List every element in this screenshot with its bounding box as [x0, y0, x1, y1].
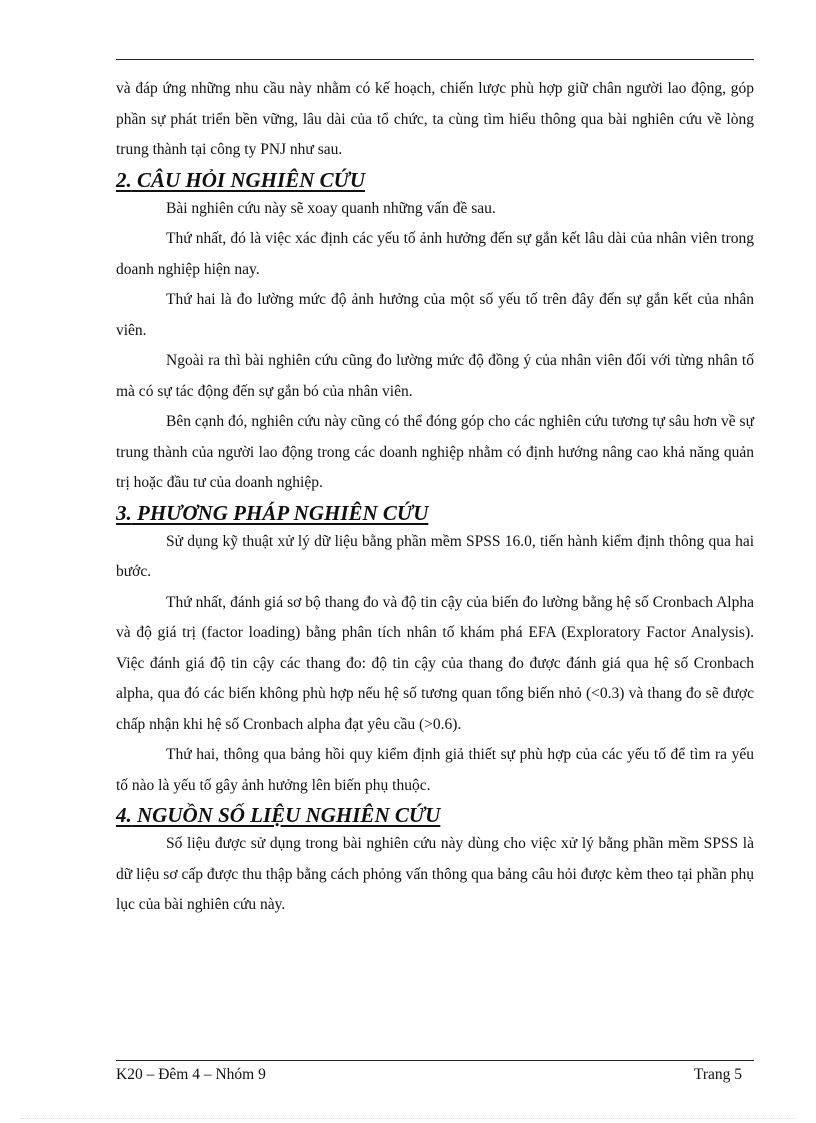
- paragraph: Sử dụng kỹ thuật xử lý dữ liệu bằng phần mềm SPSS 16.0, tiến hành kiểm định thông qua hai bước.: [116, 532, 754, 580]
- paragraph: Thứ nhất, đánh giá sơ bộ thang đo và độ tin cậy của biến đo lường bằng hệ số Cronbach Alpha và độ giá trị (factor loading) bằng phân tích nhân tố khám phá EFA (Exploratory Factor Analysis). Việc đánh giá độ tin cậy các thang đo: độ tin cậy của thang đo được đánh giá qua hệ số Cronbach alpha, qua đó các biến không phù hợp nếu hệ số tương quan tổng biến nhỏ (<0.3) và thang đo sẽ được chấp nhận khi hệ số Cronbach alpha đạt yêu cầu (>0.6).: [116, 593, 754, 733]
- section-title: PHƯƠNG PHÁP NGHIÊN CỨU: [137, 500, 429, 525]
- footer-rule: [116, 1060, 754, 1061]
- paragraph: Thứ hai là đo lường mức độ ảnh hưởng của một số yếu tố trên đây đến sự gắn kết của nhân viên.: [116, 291, 754, 339]
- intro-paragraph: và đáp ứng những nhu cầu này nhằm có kế hoạch, chiến lược phù hợp giữ chân người lao động, góp phần sự phát triển bền vững, lâu dài của tổ chức, ta cùng tìm hiểu thông qua bài nghiên cứu về lòng trung thành tại công ty PNJ như sau.: [116, 80, 754, 158]
- paragraph: Bài nghiên cứu này sẽ xoay quanh những vấn đề sau.: [166, 199, 496, 217]
- section-4-heading: [116, 801, 754, 829]
- section-number: 2.: [116, 167, 132, 192]
- page-footer: [116, 1066, 742, 1084]
- page-edge-divider: [20, 1118, 796, 1119]
- page-number: Trang 5: [693, 1066, 742, 1083]
- section-title: CÂU HỎI NGHIÊN CỨU: [137, 167, 366, 192]
- paragraph: Bên cạnh đó, nghiên cứu này cũng có thể đóng góp cho các nghiên cứu tương tự sâu hơn về sự trung thành của người lao động trong các doanh nghiệp nhằm có định hướng nâng cao khả năng quản trị hoặc đầu tư của doanh nghiệp.: [116, 413, 754, 491]
- page-content: [116, 74, 754, 921]
- paragraph: Thứ nhất, đó là việc xác định các yếu tố ảnh hưởng đến sự gắn kết lâu dài của nhân viên trong doanh nghiệp hiện nay.: [116, 230, 754, 278]
- section-number: 3.: [116, 500, 132, 525]
- paragraph: Ngoài ra thì bài nghiên cứu cũng đo lường mức độ đồng ý của nhân viên đối với từng nhân tố mà có sự tác động đến sự gắn bó của nhân viên.: [116, 352, 754, 400]
- paragraph: Số liệu được sử dụng trong bài nghiên cứu này dùng cho việc xử lý bằng phần mềm SPSS là dữ liệu sơ cấp được thu thập bằng cách phỏng vấn thông qua bảng câu hỏi được kèm theo tại phần phụ lục của bài nghiên cứu này.: [116, 835, 754, 913]
- footer-group-label: K20 – Đêm 4 – Nhóm 9: [116, 1066, 266, 1083]
- section-title: NGUỒN SỐ LIỆU NGHIÊN CỨU: [137, 803, 441, 827]
- section-number: 4.: [116, 803, 132, 827]
- section-2-heading: [116, 166, 754, 194]
- section-3-heading: [116, 499, 754, 527]
- header-rule: [116, 59, 754, 60]
- paragraph: Thứ hai, thông qua bảng hồi quy kiểm định giả thiết sự phù hợp của các yếu tố để tìm ra yếu tố nào là yếu tố gây ảnh hưởng lên biến phụ thuộc.: [116, 746, 754, 794]
